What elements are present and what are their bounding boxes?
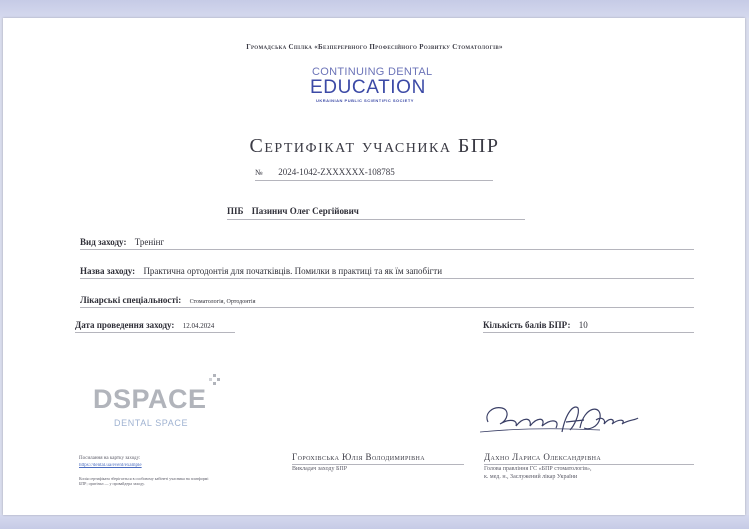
event-type: Тренінг [134, 237, 165, 247]
top-bar [0, 0, 749, 18]
dspace-logo-text: DSPACE [93, 384, 207, 414]
event-name-label: Назва заходу: [80, 266, 136, 276]
certificate-title: Сертифікат учасника БПР [249, 135, 500, 157]
ced-logo [300, 67, 450, 103]
provider-note: Копія сертифіката зберігається в особовому кабінеті учасника на платформі БПР; оригінал — у провайдера заходу. [79, 476, 209, 486]
event-type-label: Вид заходу: [80, 237, 127, 247]
certificate-number-label: № [255, 168, 263, 177]
ced-logo-line3: UKRAINIAN PUBLIC SCIENTIFIC SOCIETY [316, 98, 414, 103]
signatory-2-role-line2: к. мед. н., Заслужений лікар України [484, 474, 578, 480]
dspace-logo-sub: DENTAL SPACE [114, 418, 189, 428]
event-date-row [75, 320, 235, 333]
signatory-2-name: Дахно Лариса Олександрівна [484, 452, 602, 462]
points: 10 [578, 320, 588, 330]
signatory-1-role: Викладач заходу БПР [292, 466, 348, 472]
signature-line-1 [292, 464, 464, 465]
map-label: Посилання на картку заходу: [79, 456, 141, 461]
specialties-label: Лікарські спеціальності: [80, 295, 182, 305]
participant-label: ПІБ [227, 206, 244, 216]
specialties: Стоматологія, Ортодонтія [189, 299, 256, 305]
event-type-row [80, 237, 694, 250]
ced-logo-line2: EDUCATION [310, 77, 426, 98]
certificate-number: 2024-1042-ZXXXXXX-108785 [278, 167, 395, 177]
event-date-label: Дата проведення заходу: [75, 320, 175, 330]
points-label: Кількість балів БПР: [483, 320, 571, 330]
participant-name: Пазинич Олег Сергійович [251, 206, 359, 216]
event-date: 12.04.2024 [182, 322, 215, 330]
signature-image [480, 398, 650, 443]
event-name: Практична ортодонтія для початківців. Помилки в практиці та як їм запобігти [143, 266, 443, 276]
signatory-2-role-line1: Голова правління ГС «БПР стоматологів», [484, 466, 592, 472]
map-link[interactable]: https://dental.ua/event/example [79, 463, 142, 468]
specialties-row [80, 295, 694, 308]
organization-name: Громадська Спілка «Безперервного Професійного Розвитку Стоматологів» [246, 43, 503, 51]
participant-row [227, 206, 525, 220]
bottom-bar [0, 515, 749, 529]
ced-logo-line1: CONTINUING DENTAL [312, 66, 433, 78]
signature-line-2 [484, 464, 694, 465]
points-row [483, 320, 694, 333]
dspace-dots-icon [205, 374, 221, 403]
signatory-1-name: Горохівська Юлія Володимирівна [292, 452, 425, 462]
dspace-logo [93, 380, 223, 432]
certificate-number-line [255, 167, 493, 181]
event-name-row [80, 266, 694, 279]
